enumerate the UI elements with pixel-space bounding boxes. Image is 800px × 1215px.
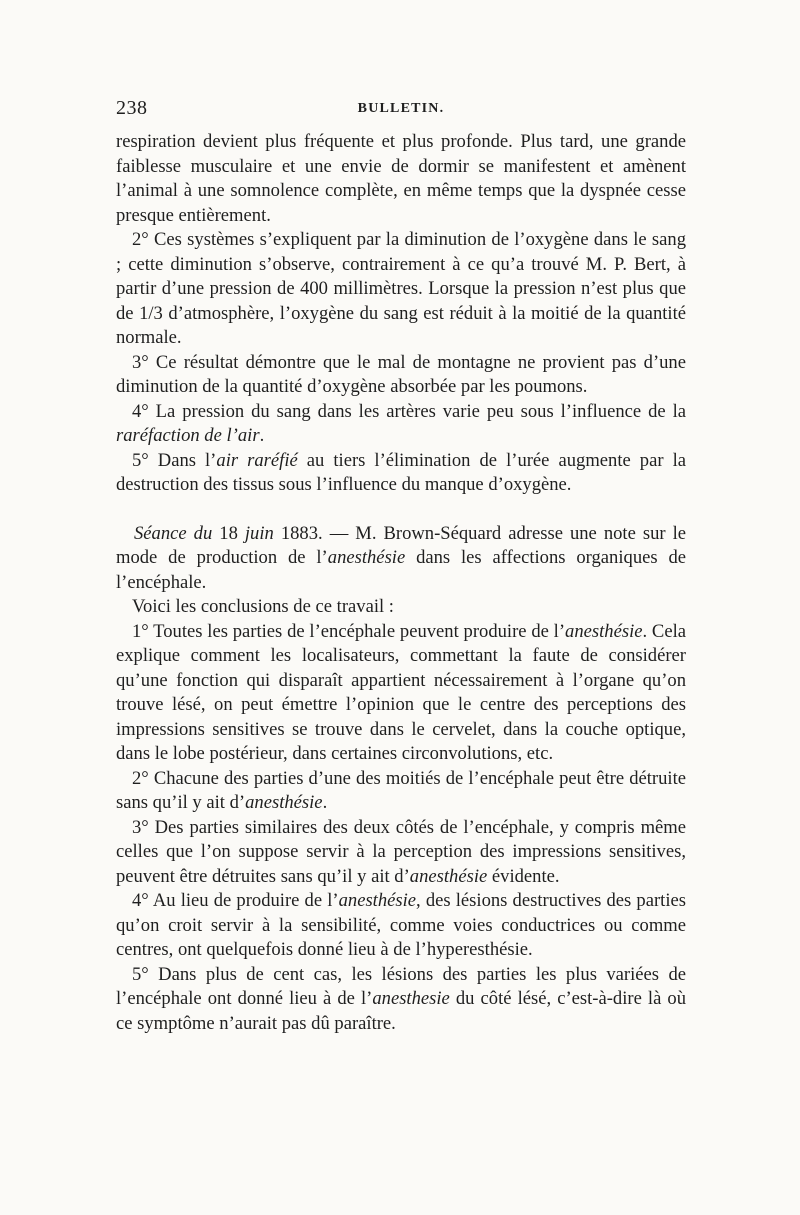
italic-text: raréfaction de l’air — [116, 425, 260, 446]
text-run: au tiers l’élimination de l’urée augmente par la destruction des tissus sous l’influence du manque d’oxygène. — [116, 449, 686, 495]
text-run: du côté lésé, c’est-à-dire là où ce symptôme n’aurait pas dû paraître. — [116, 988, 686, 1034]
body-text — [116, 130, 686, 1036]
continued-paragraph — [116, 130, 686, 228]
paragraph — [116, 963, 686, 1037]
italic-text: anesthesie — [372, 988, 450, 1009]
paragraph — [116, 767, 686, 816]
italic-text: anesthésie — [338, 890, 417, 911]
text-run: 18 — [212, 522, 245, 544]
session-paragraph — [116, 522, 686, 596]
text-run: 5° Dans l’ — [132, 449, 217, 471]
italic-text: Séance du — [134, 522, 213, 544]
italic-text: anesthésie — [327, 547, 406, 568]
text-run: Voici les conclusions de ce travail : — [132, 596, 394, 617]
paragraph — [116, 400, 686, 449]
paragraph — [116, 889, 686, 963]
running-title: BULLETIN. — [357, 101, 445, 116]
italic-text: anesthésie — [565, 620, 643, 642]
paragraph — [116, 620, 686, 767]
text-run: . — [259, 425, 265, 446]
text-run: respiration devient plus fréquente et plus profonde. Plus tard, une grande faiblesse musculaire et une envie de dormir se manifestent et amènent l’animal à une somnolence complète, en même temps que la dyspnée cesse presque entièrement. — [116, 131, 686, 226]
text-run: 4° Au lieu de produire de l’ — [132, 890, 339, 911]
paragraph — [116, 595, 686, 620]
text-run: 1° Toutes les parties de l’encéphale peuvent produire de l’ — [132, 620, 566, 642]
text-run: dans les affections organiques de l’encéphale. — [116, 547, 687, 593]
page-header — [116, 97, 686, 125]
text-run: 1883. — M. Brown-Séquard adresse une note sur le mode de production de l’ — [116, 522, 687, 568]
text-run: 2° Ces systèmes s’expliquent par la diminution de l’oxygène dans le sang ; cette diminution s’observe, contrairement à ce qu’a trouvé M. P. Bert, à partir d’une pression de 400 millimètres. Lorsque la pression n’est plus que de 1/3 d’atmosphère, l’oxygène du sang est réduit à la moitié de la quantité normale. — [116, 229, 686, 348]
text-run: . Cela explique comment les localisateurs, commettant la faute de considérer qu’une fonction qui disparaît appartient nécessairement à l’organe qu’on trouve lésé, on peut émettre l’opinion que le centre des perceptions des impressions sensitives se trouve dans le cervelet, dans la couche optique, dans le lobe postérieur, dans certaines circonvolutions, etc. — [116, 620, 686, 764]
italic-text: anesthésie — [245, 792, 323, 813]
text-run: , des lésions destructives des parties qu’on croit servir à la sensibilité, comme voies conductrices ou comme centres, ont quelquefois donné lieu à de l’hyperesthésie. — [116, 890, 686, 960]
italic-text: anesthésie — [409, 865, 488, 887]
text-run: 3° Ce résultat démontre que le mal de montagne ne provient pas d’une diminution de la quantité d’oxygène absorbée par les poumons. — [116, 351, 686, 397]
italic-text: air raréfié — [216, 449, 298, 471]
paragraph — [116, 816, 686, 890]
page-number: 238 — [116, 97, 148, 119]
italic-text: juin — [244, 522, 274, 544]
paragraph — [116, 449, 686, 498]
text-run: . — [322, 792, 328, 813]
text-run: 3° Des parties similaires des deux côtés de l’encéphale, y compris même celles que l’on suppose servir à la perception des impressions sensitives, peuvent être détruites sans qu’il y ait d’ — [116, 816, 686, 887]
paragraph — [116, 351, 686, 400]
text-run: 5° Dans plus de cent cas, les lésions des parties les plus variées de l’encéphale ont donné lieu à de l’ — [116, 963, 686, 1009]
text-run: 2° Chacune des parties d’une des moitiés de l’encéphale peut être détruite sans qu’il y ait d’ — [116, 767, 686, 813]
paragraph — [116, 228, 686, 351]
text-run: 4° La pression du sang dans les artères varie peu sous l’influence de la — [132, 400, 686, 422]
text-run: évidente. — [487, 865, 560, 887]
